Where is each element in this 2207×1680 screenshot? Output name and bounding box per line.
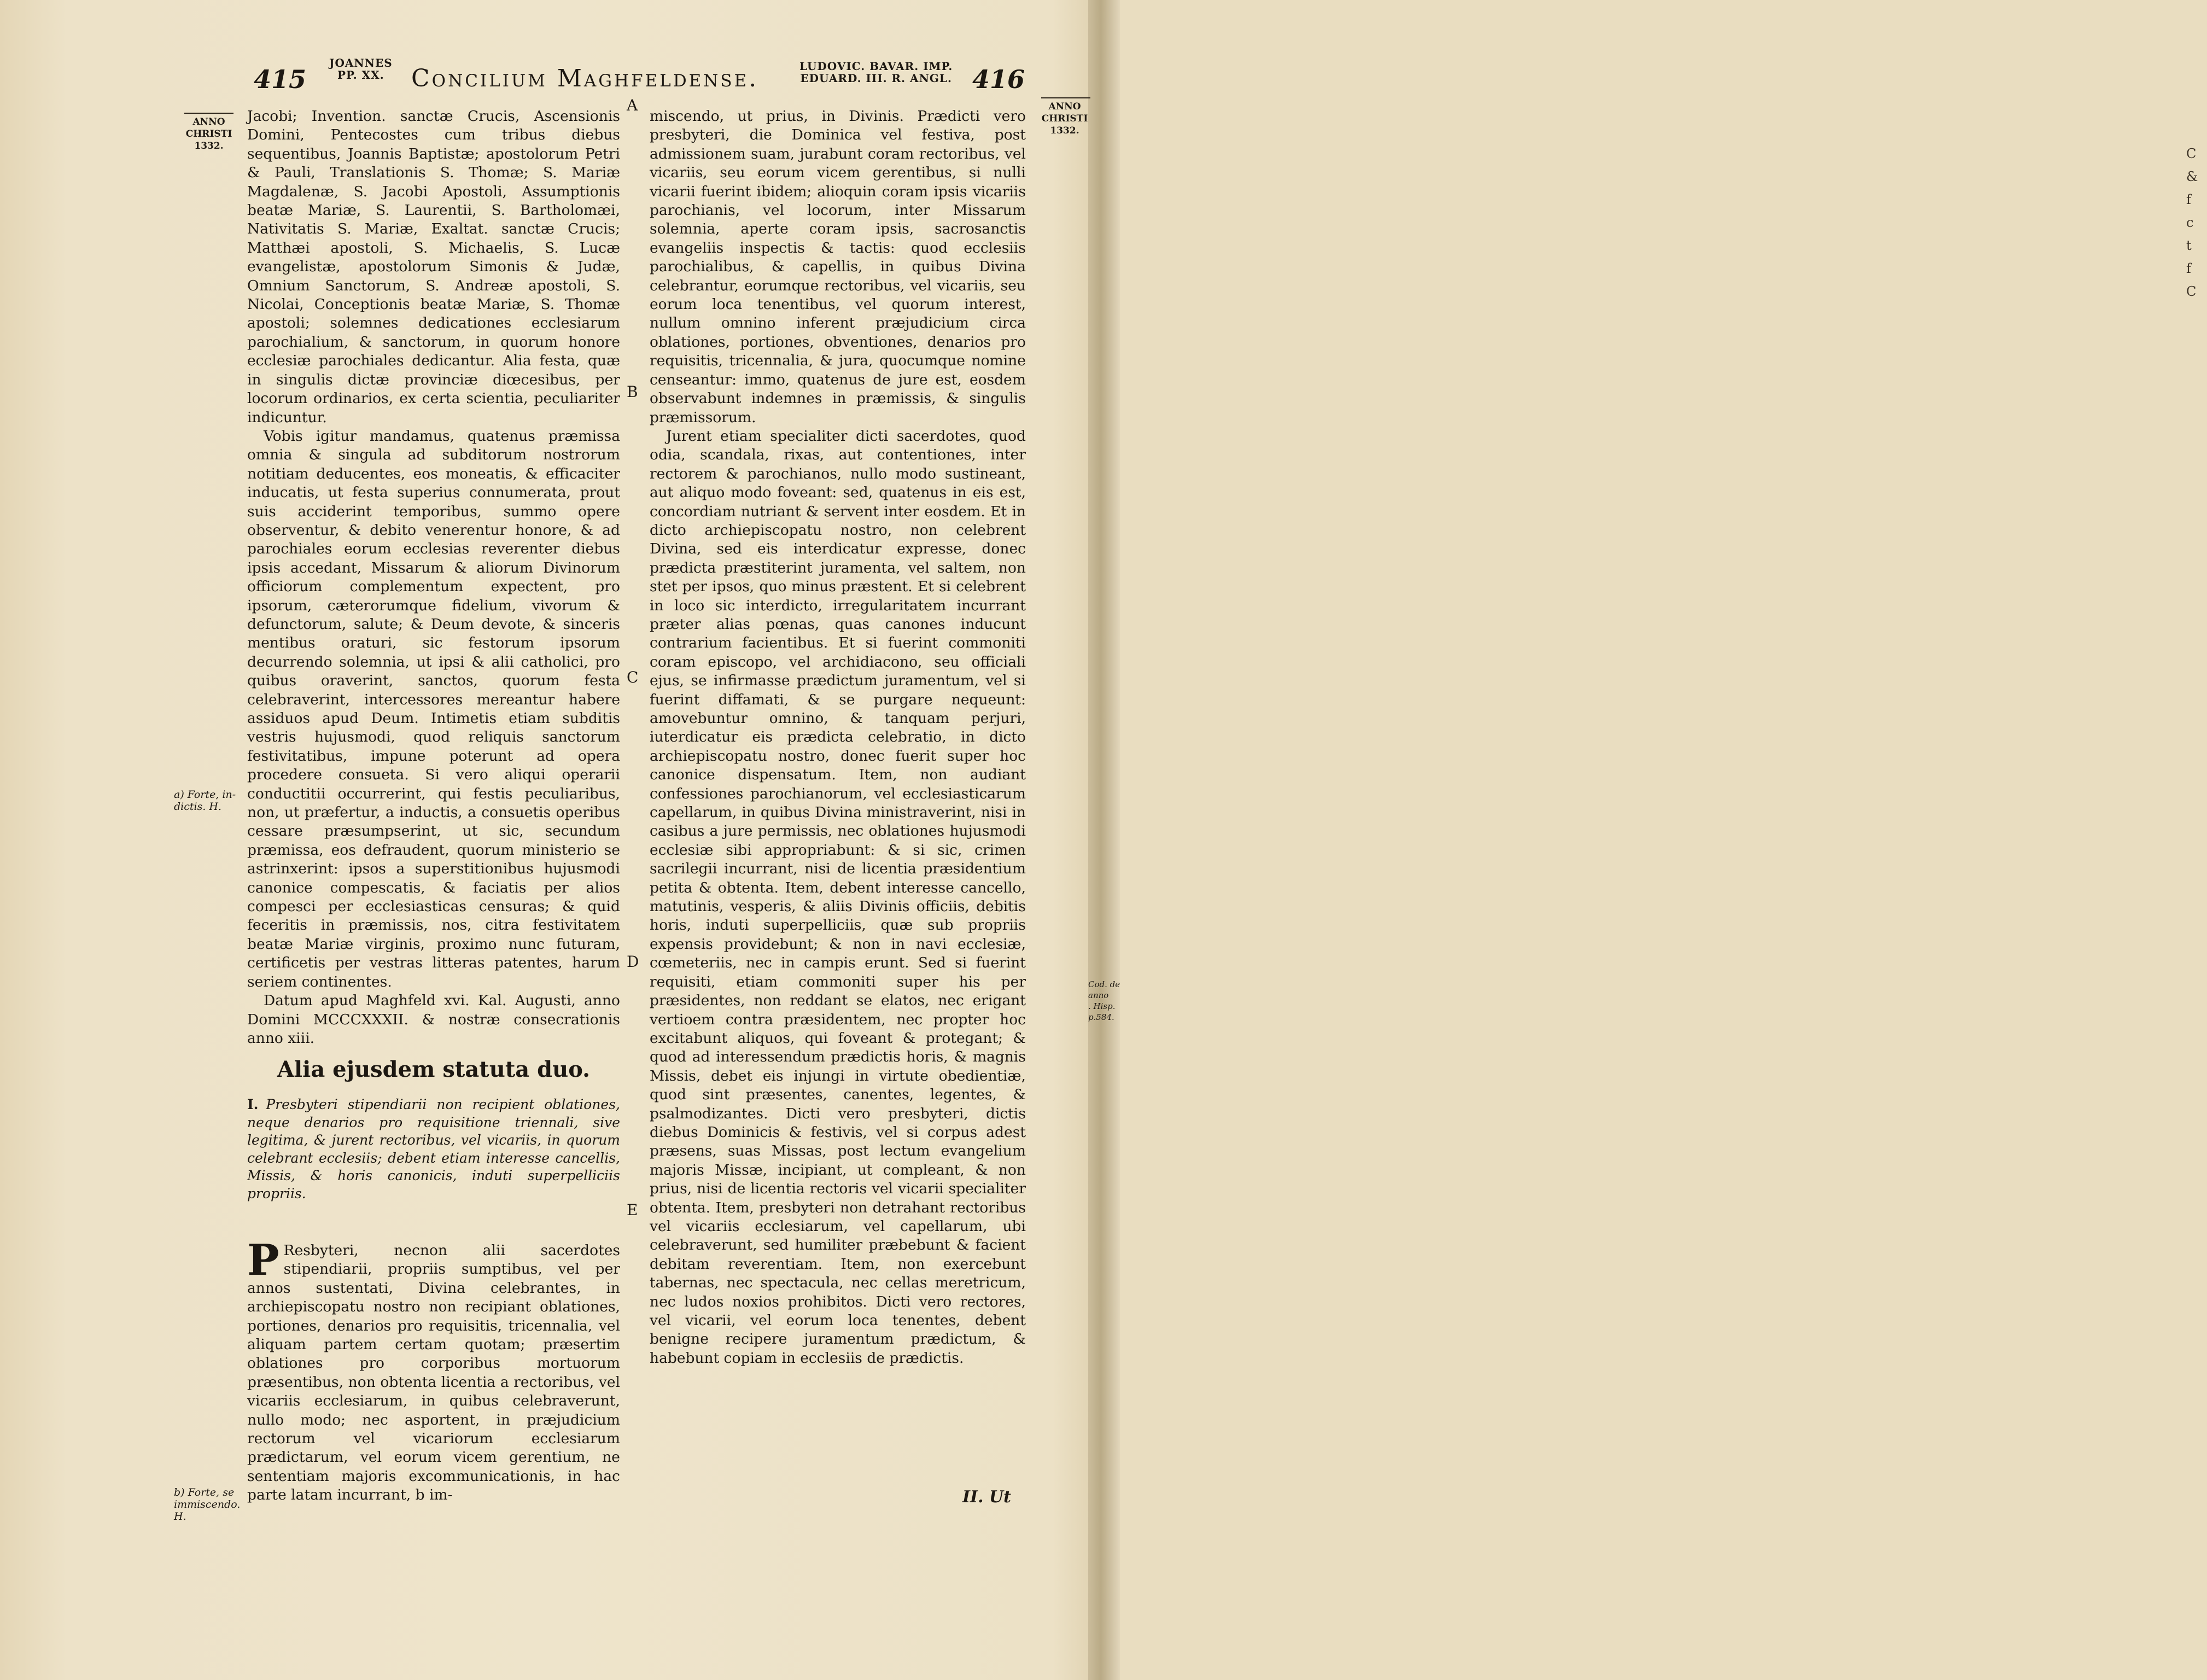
edge-glyph: & xyxy=(2186,169,2198,184)
right-page-number: 416 xyxy=(972,65,1025,94)
edge-glyph: C xyxy=(2186,284,2197,299)
edge-glyph: t xyxy=(2186,238,2192,253)
edge-glyph: c xyxy=(2186,215,2194,230)
facing-page-edge xyxy=(1088,0,2198,1680)
mandate-paragraph: Vobis igitur mandamus, quatenus præmissa omnia & singula ad subditorum nostrorum notitiam deducentes, eos moneatis, & efficaciter inducatis, ut festa superius connumerata, prout suis acciderint temporibus, summo opere observentur, & debito venerentur honore, & ad parochiales eorum ecclesias reverenter diebus ipsis accedant, Missarum & aliorum Divinorum officiorum complementum expectent, pro ipsorum, cæterorumque fidelium, vivorum & defunctorum, salute; & Deum devote, & sinceris mentibus oraturi, sic festorum ipsorum decurrendo solemnia, ut ipsi & alii catholici, pro quibus oraverint, sanctos, quorum festa celebraverint, intercessores mereantur habere assiduos apud Deum. Intimetis etiam subditis vestris hujusmodi, quod reliquis sanctorum festivitatibus, impune poterunt ad opera procedere consueta. Si vero aliqui operarii conductitii occurrerint, qui festis peculiaribus, non, ut præfertur, a inductis, a consuetis operibus cessare præsumpserint, ut sic, secundum præmissa, eos defraudent, quorum ministerio se astrinxerint: ipsos a superstitionibus hujusmodi canonice compescatis, & faciatis per alios compesci per ecclesiasticas censuras; & quid feceritis in præmissis, nos, citra festivitatem beatæ Mariæ virginis, proximo nunc futuram, certificetis per vestras litteras patentes, harum seriem continentes. xyxy=(247,427,620,990)
edge-glyphs xyxy=(2186,142,2207,303)
section-letter-a: A xyxy=(627,96,638,114)
edge-glyph: f xyxy=(2186,192,2191,207)
statute-body-text: Resbyteri, necnon alii sacerdotes stipendiarii, propriis sumptibus, vel per annos sustentati, Divina celebrantes, in archiepiscopatu nostro non recipiant oblationes, portiones, denarios pro requisitis, tricennalia, vel aliquam partem certam quotam; præsertim oblationes pro corporibus mortuorum præsentibus, non obtenta licentia a rectoribus, vel vicariis ecclesiarum, in quibus celebraverunt, nullo modo; nec asportent, in præjudicium rectorum vel vicariorum ecclesiarum prædictarum, vel eorum vicem gerentium, ne sententiam majoris excommunicationis, in hac parte latam incurrant, b im- xyxy=(247,1242,620,1504)
edge-glyph: f xyxy=(2186,261,2191,276)
festival-list-paragraph: Jacobi; Invention. sanctæ Crucis, Ascensionis Domini, Pentecostes cum tribus diebus sequentibus, Joannis Baptistæ; apostolorum Petri & Pauli, Translationis S. Thomæ; S. Mariæ Magdalenæ, S. Jacobi Apostoli, Assumptionis beatæ Mariæ, S. Laurentii, S. Bartholomæi, Nativitatis S. Mariæ, Exaltat. sanctæ Crucis; Matthæi apostoli, S. Michaelis, S. Lucæ evangelistæ, apostolorum Simonis & Judæ, Omnium Sanctorum, S. Andreæ apostoli, S. Nicolai, Conceptionis beatæ Mariæ, S. Thomæ apostoli; solemnes dedicationes ecclesiarum parochialium, & sanctorum, in quorum honore ecclesiæ parochiales dedicantur. Alia festa, quæ in singulis dictæ provinciæ diœcesibus, per locorum ordinarios, ex certa scientia, peculiariter indicuntur. xyxy=(247,108,620,426)
left-page-number: 415 xyxy=(254,65,307,94)
catchword: II. Ut xyxy=(962,1488,1011,1507)
statute-summary-text: Presbyteri stipendiarii non recipient oblationes, neque denarios pro requisitione triennali, sive legitima, & jurent rectoribus, vel vicariis, in quorum celebrant ecclesiis; debent etiam interesse cancellis, Missis, & horis canonicis, induti superpelliciis propriis. xyxy=(247,1096,620,1201)
section-heading: Alia ejusdem statuta duo. xyxy=(277,1057,591,1082)
left-column-top xyxy=(247,107,620,1048)
statute-summary xyxy=(247,1096,620,1203)
section-letter-b: B xyxy=(627,383,638,401)
drop-cap: P xyxy=(247,1235,279,1285)
anno-rule xyxy=(184,113,233,114)
statute-number: I. xyxy=(247,1096,259,1112)
right-margin-reference: Cod. de anno . Hisp. p.584. xyxy=(1088,979,1120,1022)
anno-rule xyxy=(1041,97,1090,98)
footnote-a: a) Forte, in- dictis. H. xyxy=(174,789,236,813)
section-letter-d: D xyxy=(627,953,639,971)
anno-christi-left xyxy=(175,113,243,152)
dating-clause: Datum apud Maghfeld xvi. Kal. Augusti, anno Domini MCCCXXXII. & nostræ consecrationis anno xiii. xyxy=(247,992,620,1047)
right-running-head: LUDOVIC. BAVAR. IMP. EDUARD. III. R. ANGL. xyxy=(799,60,953,85)
right-column xyxy=(650,107,1026,1368)
anno-text: ANNO CHRISTI 1332. xyxy=(1041,101,1088,136)
section-letter-e: E xyxy=(627,1201,638,1219)
page-title: Concilium Maghfeldense. xyxy=(411,65,759,92)
left-running-head: JOANNES PP. XX. xyxy=(329,56,393,81)
edge-glyph: C xyxy=(2186,146,2197,161)
anno-text: ANNO CHRISTI 1332. xyxy=(185,116,232,151)
statute-body-paragraph xyxy=(247,1235,620,1505)
oath-paragraph: miscendo, ut prius, in Divinis. Prædicti vero presbyteri, die Dominica vel festiva, post admissionem suam, jurabunt coram rectoribus, vel vicariis, seu eorum vicem gerentibus, si nulli vicarii fuerint ibidem; alioquin coram ipsis vicariis parochianis, vel locorum, inter Missarum solemnia, aperte coram ipsis, sacrosanctis evangeliis inspectis & tactis: quod ecclesiis parochialibus, & capellis, in quibus Divina celebrantur, eorumque rectoribus, vel vicariis, seu eorum loca tenentibus, vel quorum interest, nullum omnino inferent præjudicium circa oblationes, portiones, obventiones, denarios pro requisitis, tricennalia, & jura, quocumque nomine censeantur: immo, quatenus de jure est, eosdem observabunt indemnes in præmissis, & singulis præmissorum. xyxy=(650,108,1026,426)
anno-christi-right xyxy=(1041,97,1088,137)
section-letter-c: C xyxy=(627,668,639,686)
footnote-b: b) Forte, se immiscendo. H. xyxy=(174,1486,241,1522)
left-column-bottom xyxy=(247,1235,620,1505)
obligations-paragraph: Jurent etiam specialiter dicti sacerdotes, quod odia, scandala, rixas, aut contentiones, inter rectorem & parochianos, nullo modo sustineant, aut aliquo modo foveant: sed, quatenus in eis est, concordiam nutriant & servent inter eosdem. Et in dicto archiepiscopatu nostro, non celebrent Divina, sed eis interdicatur expresse, donec prædicta præstiterint juramenta, vel saltem, non stet per ipsos, quo minus præstent. Et si celebrent in loco sic interdicto, irregularitatem incurrant præter alias pœnas, quas canones inducunt contrarium facientibus. Et si fuerint commoniti coram episcopo, vel archidiacono, seu officiali ejus, se infirmasse prædictum juramentum, vel si fuerint diffamati, & se purgare nequeunt: amovebuntur omnino, & tanquam perjuri, iuterdicatur eis prædicta celebratio, in dicto archiepiscopatu nostro, donec fuerit super hoc canonice dispensatum. Item, non audiant confessiones parochianorum, vel ecclesiasticarum capellarum, in quibus Divina ministraverint, nisi in casibus a jure permissis, nec oblationes hujusmodi ecclesiæ sibi appropriabunt: & si sic, crimen sacrilegii incurrant, nisi de licentia præsidentium petita & obtenta. Item, debent interesse cancello, matutinis, vesperis, & aliis Divinis officiis, debitis horis, induti superpelliciis, quæ sub propriis expensis providebunt; & non in navi ecclesiæ, cœmeteriis, nec in campis erunt. Sed si fuerint requisiti, etiam commoniti super his per præsidentes, non reddant se elatos, nec erigant vertioem contra præsidentem, nec propter hoc excitabunt aliquos, qui foveant & protegant; & quod ad interessendum prædictis horis, & magnis Missis, debet eis injungi in virtute obedientiæ, quod sint præsentes, canentes, legentes, & psalmodizantes. Dicti vero presbyteri, dictis diebus Dominicis & festivis, vel si corpus adest præsens, suas Missas, post lectum evangelium majoris Missæ, incipiant, ut compleant, & non prius, nisi de licentia rectoris vel vicarii specialiter obtenta. Item, presbyteri non detrahant rectoribus vel vicariis ecclesiarum, vel capellarum, ubi celebraverunt, sed humiliter præbebunt & facient debitam reverentiam. Item, non exercebunt tabernas, nec spectacula, nec cellas meretricum, nec ludos noxios prohibitos. Dicti vero rectores, vel vicarii, vel eorum loca tenentes, debent benigne recipere juramentum prædictum, & habebunt copiam in ecclesiis de prædictis. xyxy=(650,427,1026,1367)
